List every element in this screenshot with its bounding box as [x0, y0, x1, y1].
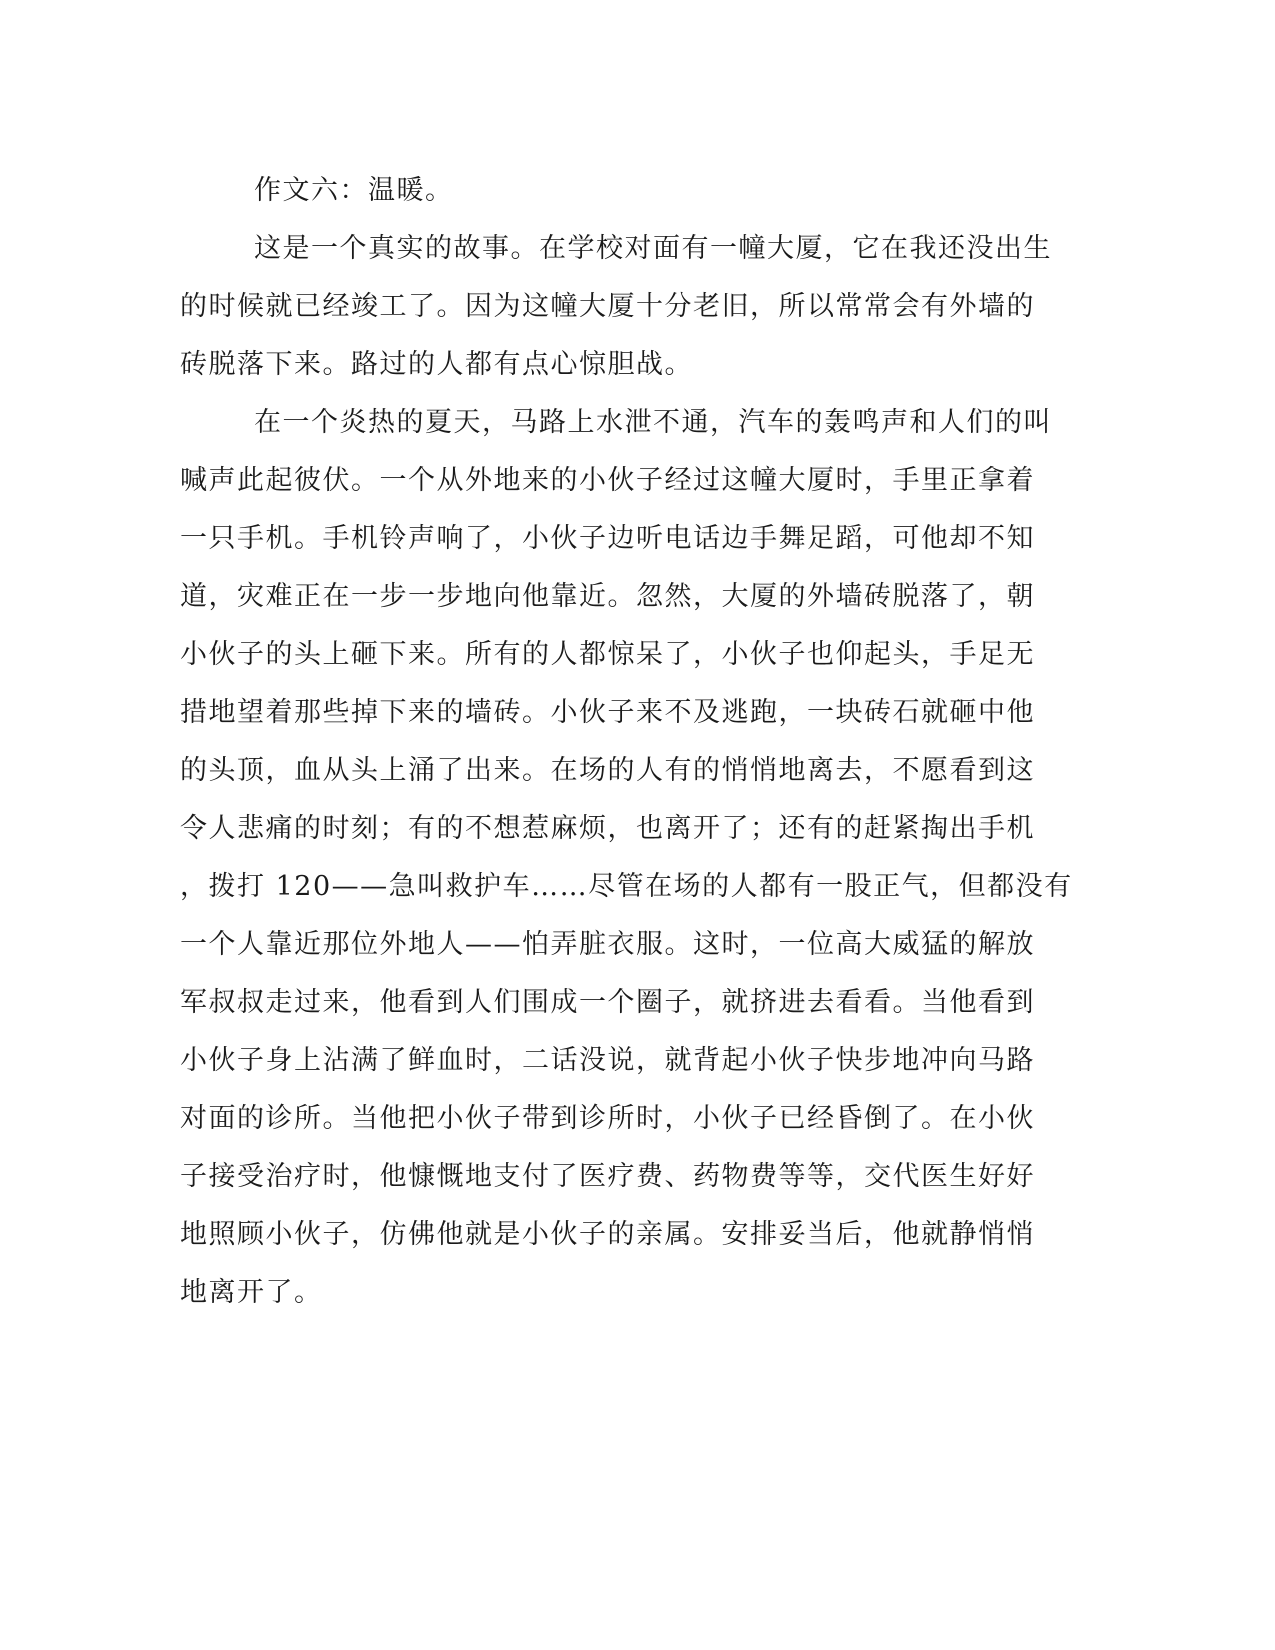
- text-line: 一只手机。手机铃声响了，小伙子边听电话边手舞足蹈，可他却不知: [180, 523, 1035, 554]
- text-line: ，拨打 120——急叫救护车……尽管在场的人都有一股正气，但都没有: [180, 871, 1073, 902]
- text-line: 地照顾小伙子，仿佛他就是小伙子的亲属。安排妥当后，他就静悄悄: [180, 1219, 1035, 1250]
- text-line: 小伙子身上沾满了鲜血时，二话没说，就背起小伙子快步地冲向马路: [180, 1045, 1035, 1076]
- text-line: 一个人靠近那位外地人——怕弄脏衣服。这时，一位高大威猛的解放: [180, 929, 1035, 960]
- text-line: 在一个炎热的夏天，马路上水泄不通，汽车的轰鸣声和人们的叫: [254, 407, 1052, 438]
- text-line: 道，灾难正在一步一步地向他靠近。忽然，大厦的外墙砖脱落了，朝: [180, 581, 1035, 612]
- essay-title: 作文六：温暖。: [254, 175, 454, 206]
- text-line: 地离开了。: [180, 1277, 323, 1308]
- paragraph-2: [180, 394, 1073, 1322]
- text-line: 的头顶，血从头上涌了出来。在场的人有的悄悄地离去，不愿看到这: [180, 755, 1035, 786]
- text-line: 令人悲痛的时刻；有的不想惹麻烦，也离开了；还有的赶紧掏出手机: [180, 813, 1035, 844]
- document-body: [180, 162, 1073, 1322]
- text-line: 小伙子的头上砸下来。所有的人都惊呆了，小伙子也仰起头，手足无: [180, 639, 1035, 670]
- paragraph-1: [180, 220, 1052, 394]
- text-line: 这是一个真实的故事。在学校对面有一幢大厦，它在我还没出生: [254, 233, 1052, 264]
- text-line: 砖脱落下来。路过的人都有点心惊胆战。: [180, 349, 693, 380]
- text-line: 喊声此起彼伏。一个从外地来的小伙子经过这幢大厦时，手里正拿着: [180, 465, 1035, 496]
- text-line: 军叔叔走过来，他看到人们围成一个圈子，就挤进去看看。当他看到: [180, 987, 1035, 1018]
- text-line: 对面的诊所。当他把小伙子带到诊所时，小伙子已经昏倒了。在小伙: [180, 1103, 1035, 1134]
- text-line: 的时候就已经竣工了。因为这幢大厦十分老旧，所以常常会有外墙的: [180, 291, 1035, 322]
- text-line: 措地望着那些掉下来的墙砖。小伙子来不及逃跑，一块砖石就砸中他: [180, 697, 1035, 728]
- text-line: 子接受治疗时，他慷慨地支付了医疗费、药物费等等，交代医生好好: [180, 1161, 1035, 1192]
